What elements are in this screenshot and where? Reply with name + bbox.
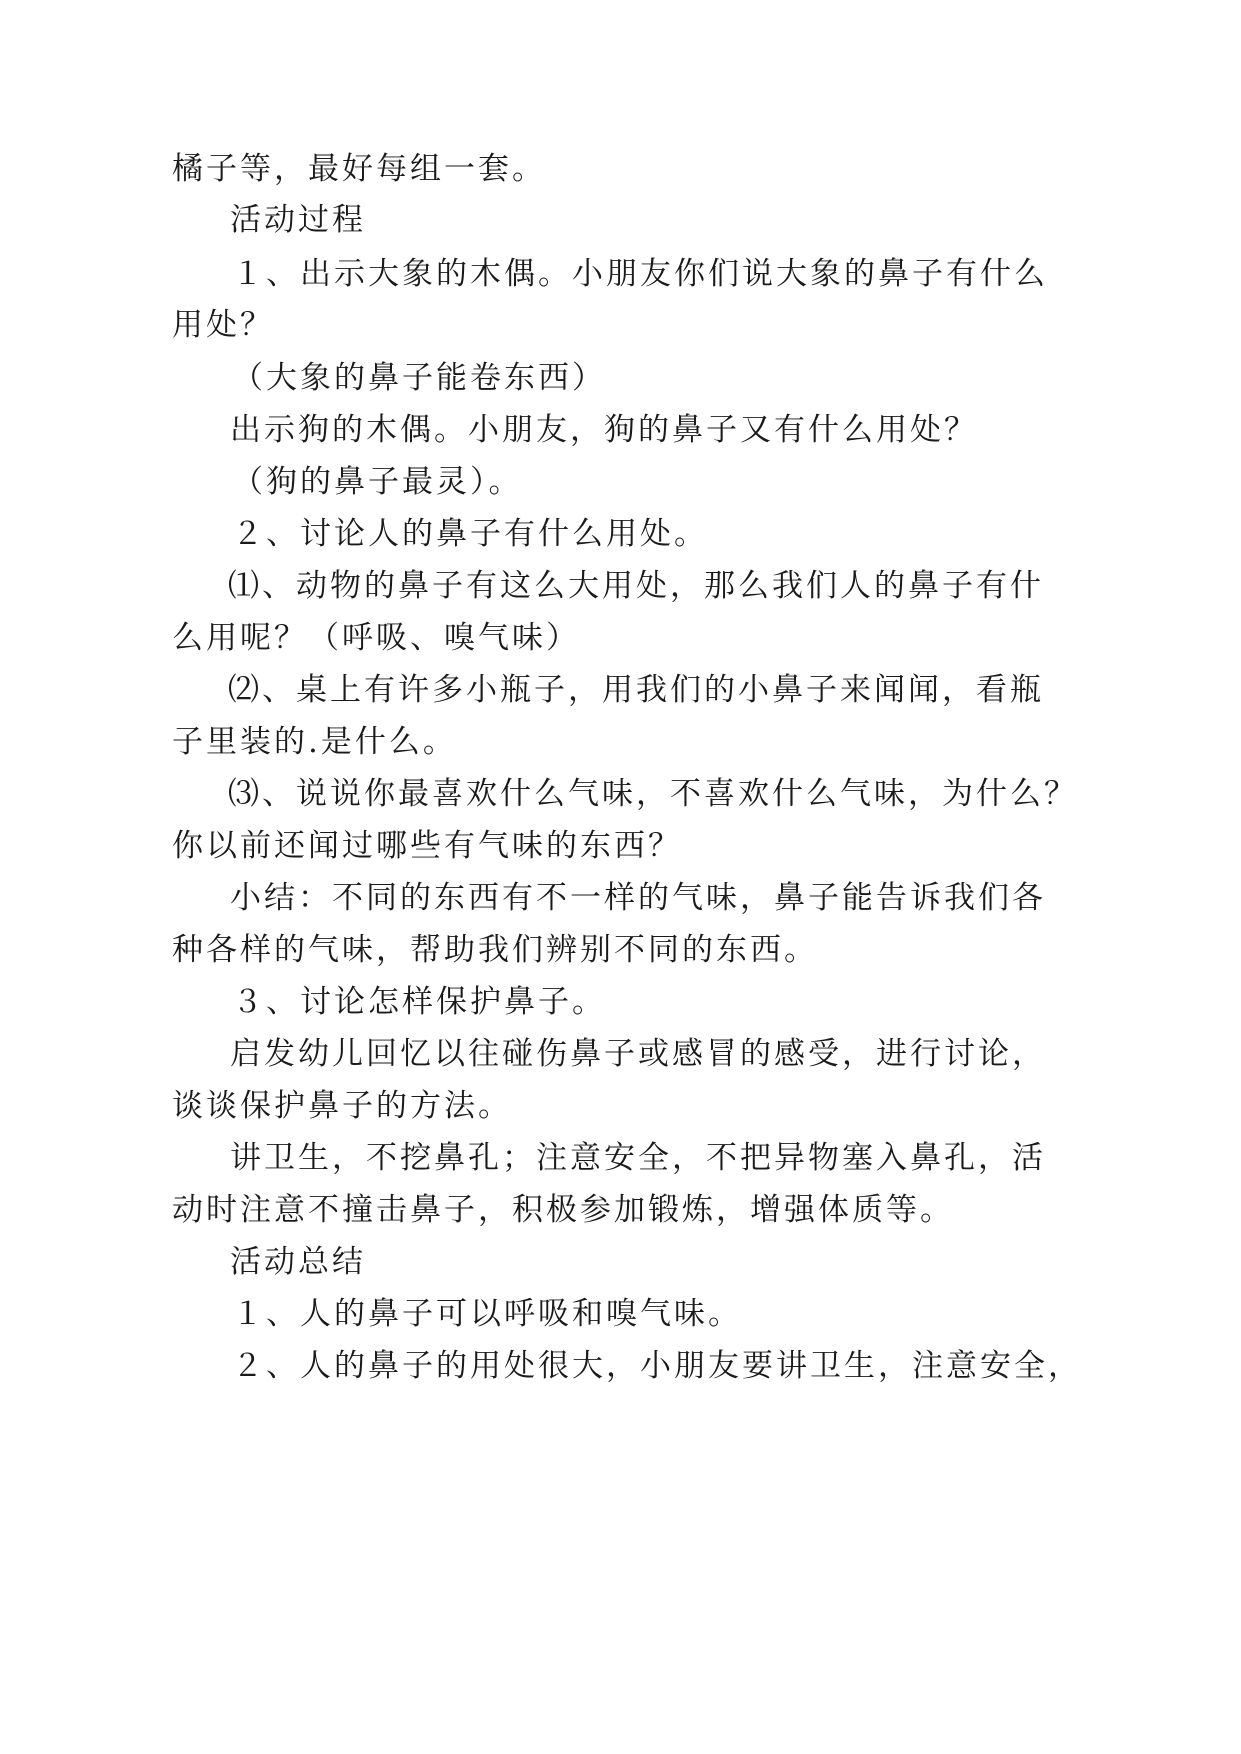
text-line: 谈谈保护鼻子的方法。 [172,1088,512,1124]
text-line: ３、讨论怎样保护鼻子。 [232,984,606,1020]
text-line: 小结：不同的东西有不一样的气味，鼻子能告诉我们各 [230,880,1046,916]
text-line: 启发幼儿回忆以往碰伤鼻子或感冒的感受，进行讨论， [230,1036,1046,1072]
text-line: ⑴、动物的鼻子有这么大用处，那么我们人的鼻子有什 [228,568,1044,604]
text-line: 讲卫生，不挖鼻孔；注意安全，不把异物塞入鼻孔，活 [230,1140,1046,1176]
text-line: 你以前还闻过哪些有气味的东西？ [172,828,682,864]
text-line: （狗的鼻子最灵）。 [232,464,523,500]
text-line: １、人的鼻子可以呼吸和嗅气味。 [232,1296,742,1332]
section-heading: 活动总结 [230,1244,366,1280]
text-line: 动时注意不撞击鼻子，积极参加锻炼，增强体质等。 [172,1192,954,1228]
section-heading: 活动过程 [230,202,366,238]
text-line: 出示狗的木偶。小朋友，狗的鼻子又有什么用处？ [230,412,978,448]
text-line: 么用呢？（呼吸、嗅气味） [172,620,580,656]
text-line: ２、讨论人的鼻子有什么用处。 [232,516,708,552]
text-line: ２、人的鼻子的用处很大，小朋友要讲卫生，注意安全， [232,1348,1082,1384]
text-line: １、出示大象的木偶。小朋友你们说大象的鼻子有什么 [232,256,1048,292]
text-line: ⑶、说说你最喜欢什么气味，不喜欢什么气味，为什么？ [228,776,1078,812]
text-line: 橘子等，最好每组一套。 [172,151,546,187]
text-line: 种各样的气味，帮助我们辨别不同的东西。 [172,932,818,968]
text-line: ⑵、桌上有许多小瓶子，用我们的小鼻子来闻闻，看瓶 [228,672,1044,708]
text-line: （大象的鼻子能卷东西） [232,360,606,396]
text-line: 用处？ [172,307,274,343]
text-line: 子里装的.是什么。 [172,724,457,760]
